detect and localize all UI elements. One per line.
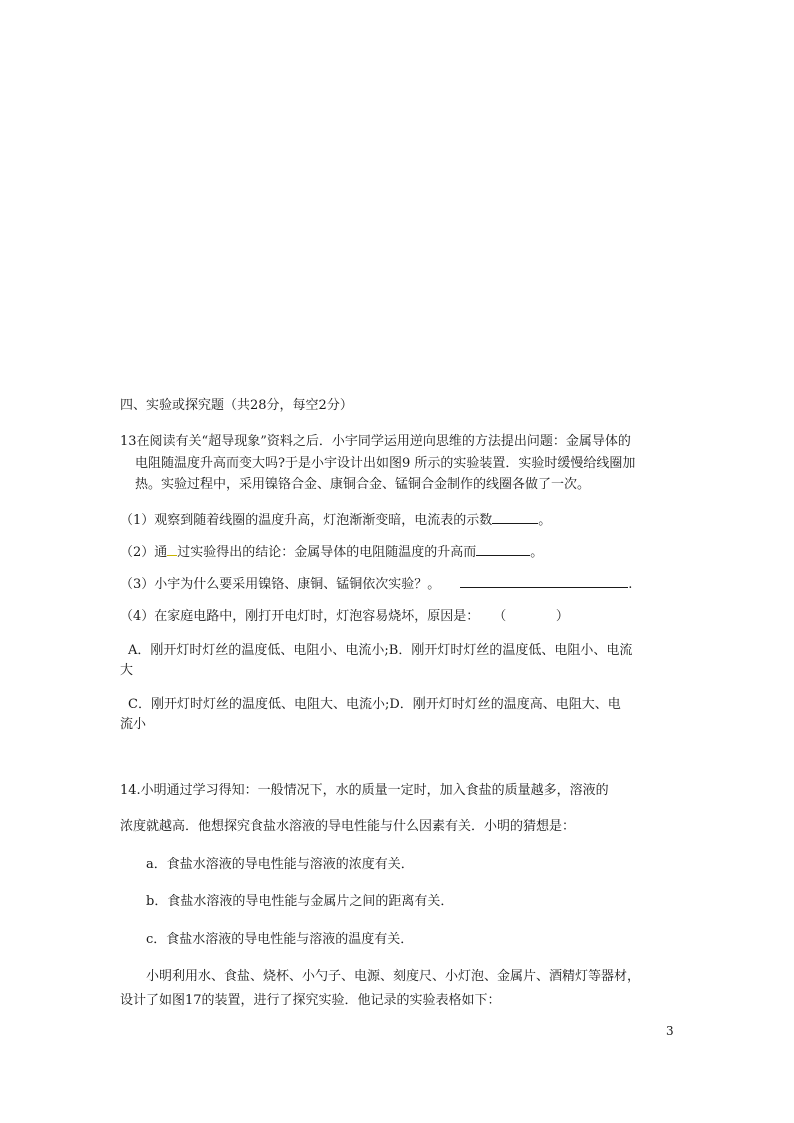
q14-guess-c: c．食盐水溶液的导电性能与溶液的温度有关． (146, 932, 414, 947)
section-heading: 四、实验或探究题（共28分，每空2分） (120, 398, 353, 413)
page-number: 3 (666, 1024, 674, 1038)
q13-stem-line-1: 13在阅读有关“超导现象”资料之后．小宇同学运用逆向思维的方法提出问题：金属导体的 (120, 434, 631, 449)
q13-sub-2-end: 。 (530, 545, 544, 560)
q13-sub-1-text: （1）观察到随着线圈的温度升高，灯泡渐渐变暗，电流表的示数 (120, 513, 493, 528)
answer-blank (460, 574, 628, 588)
q13-sub-2 (120, 542, 543, 562)
q13-options-cd-line-2: 流小 (120, 717, 147, 732)
q13-options-ab-line-1: A．刚开灯时灯丝的温度低、电阻小、电流小;B．刚开灯时灯丝的温度低、电阻小、电流 (128, 643, 633, 658)
q13-sub-3-end: . (628, 577, 633, 592)
q13-sub-3-text: （3）小宇为什么要采用镍铬、康铜、锰铜依次实验？。 (120, 577, 441, 592)
q13-options-ab-line-2: 大 (120, 663, 134, 678)
q14-guess-a: a．食盐水溶液的导电性能与溶液的浓度有关． (146, 857, 414, 872)
q13-stem-line-3: 热。实验过程中，采用镍铬合金、康铜合金、锰铜合金制作的线圈各做了一次。 (135, 477, 591, 492)
answer-parentheses: （ ） (493, 609, 569, 624)
edit-mark (167, 545, 177, 556)
q13-sub-3 (120, 574, 632, 594)
q14-guess-b: b．食盐水溶液的导电性能与金属片之间的距离有关． (146, 894, 454, 909)
answer-blank (492, 510, 538, 524)
answer-blank (476, 542, 530, 556)
q13-sub-4-text: （4）在家庭电路中，刚打开电灯时，灯泡容易烧坏，原因是： (120, 609, 480, 624)
q13-stem-line-2: 电阻随温度升高而变大吗?于是小宇设计出如图9 所示的实验装置．实验时缓慢给线圈加 (135, 456, 636, 471)
q13-options-cd-line-1: C．刚开灯时灯丝的温度低、电阻大、电流小;D．刚开灯时灯丝的温度高、电阻大、电 (128, 697, 621, 712)
q14-stem-line-2: 浓度就越高．他想探究食盐水溶液的导电性能与什么因素有关．小明的猜想是： (120, 819, 576, 834)
q13-sub-1-end: 。 (538, 513, 552, 528)
q14-paragraph-line-1: 小明利用水、食盐、烧杯、小勺子、电源、刻度尺、小灯泡、金属片、酒精灯等器材， (146, 969, 641, 984)
q13-sub-1 (120, 510, 551, 530)
q13-sub-4 (120, 608, 569, 626)
q13-sub-2-text-b: 过实验得出的结论：金属导体的电阻随温度的升高而 (177, 545, 477, 560)
q14-paragraph-line-2: 设计了如图17的装置，进行了探究实验．他记录的实验表格如下： (120, 993, 501, 1008)
q13-sub-2-text-a: （2）通 (120, 545, 168, 560)
q14-stem-line-1: 14.小明通过学习得知：一般情况下，水的质量一定时，加入食盐的质量越多，溶液的 (120, 783, 609, 798)
